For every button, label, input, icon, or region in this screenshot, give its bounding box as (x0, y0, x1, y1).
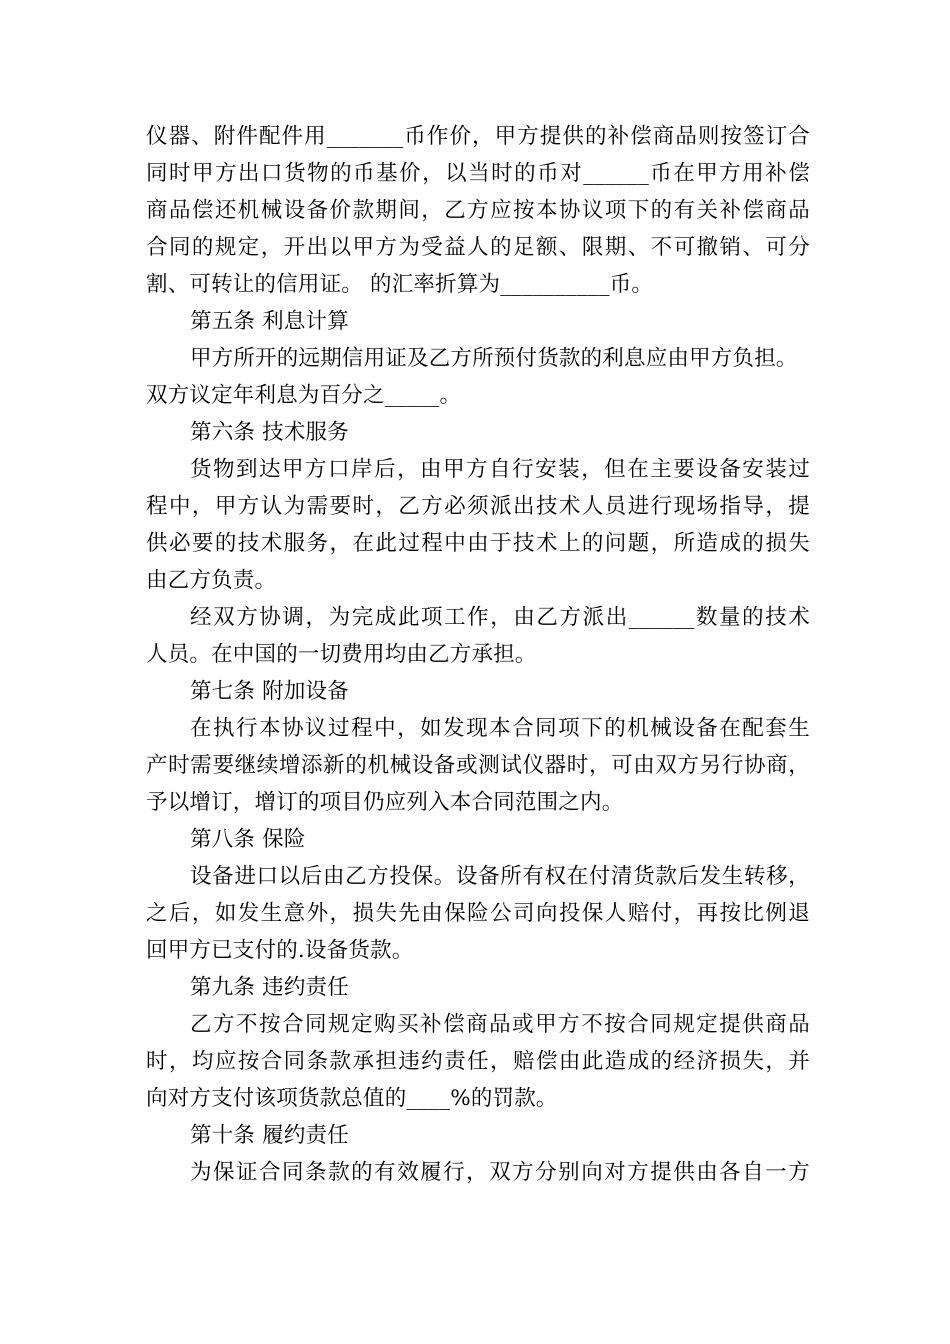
body-line-18: 产时需要继续增添新的机械设备或测试仪器时，可由双方另行协商， (146, 753, 810, 778)
document-page (146, 118, 810, 1191)
body-line-14: 经双方协调，为完成此项工作，由乙方派出______数量的技术 (190, 605, 810, 630)
body-line-11: 程中，甲方认为需要时，乙方必须派出技术人员进行现场指导，提 (146, 494, 810, 519)
body-line-7: 甲方所开的远期信用证及乙方所预付货款的利息应由甲方负担。 (190, 346, 798, 371)
body-line-19: 予以增订，增订的项目仍应列入本合同范围之内。 (146, 790, 624, 815)
body-line-27: 向对方支付该项货款总值的____%的罚款。 (146, 1086, 558, 1111)
body-line-26: 时，均应按合同条款承担违约责任，赔偿由此造成的经济损失，并 (146, 1049, 810, 1074)
section-heading-9: 第九条 违约责任 (190, 975, 349, 1000)
section-heading-5: 第五条 利息计算 (190, 309, 349, 334)
body-line-17: 在执行本协议过程中，如发现本合同项下的机械设备在配套生 (190, 716, 810, 741)
body-line-2: 同时甲方出口货物的币基价，以当时的币对______币在甲方用补偿 (146, 161, 810, 186)
section-heading-6: 第六条 技术服务 (190, 420, 349, 445)
body-line-21: 设备进口以后由乙方投保。设备所有权在付清货款后发生转移， (190, 864, 810, 889)
body-line-5: 割、可转让的信用证。 的汇率折算为__________币。 (146, 272, 654, 297)
body-line-25: 乙方不按合同规定购买补偿商品或甲方不按合同规定提供商品 (190, 1012, 810, 1037)
section-heading-8: 第八条 保险 (190, 827, 306, 852)
body-line-8: 双方议定年利息为百分之_____。 (146, 383, 462, 408)
body-line-10: 货物到达甲方口岸后，由甲方自行安装，但在主要设备安装过 (190, 457, 810, 482)
body-line-13: 由乙方负责。 (146, 568, 277, 593)
body-line-29: 为保证合同条款的有效履行，双方分别向对方提供由各自一方 (190, 1160, 810, 1185)
body-line-15: 人员。在中国的一切费用均由乙方承担。 (146, 642, 537, 667)
body-line-4: 合同的规定，开出以甲方为受益人的足额、限期、不可撤销、可分 (146, 235, 810, 260)
section-heading-7: 第七条 附加设备 (190, 679, 349, 704)
body-line-3: 商品偿还机械设备价款期间，乙方应按本协议项下的有关补偿商品 (146, 198, 810, 223)
body-line-12: 供必要的技术服务，在此过程中由于技术上的问题，所造成的损失 (146, 531, 810, 556)
section-heading-10: 第十条 履约责任 (190, 1123, 349, 1148)
body-line-23: 回甲方已支付的.设备货款。 (146, 938, 414, 963)
body-line-1: 仪器、附件配件用_______币作价，甲方提供的补偿商品则按签订合 (146, 124, 810, 149)
body-line-22: 之后，如发生意外，损失先由保险公司向投保人赔付，再按比例退 (146, 901, 810, 926)
